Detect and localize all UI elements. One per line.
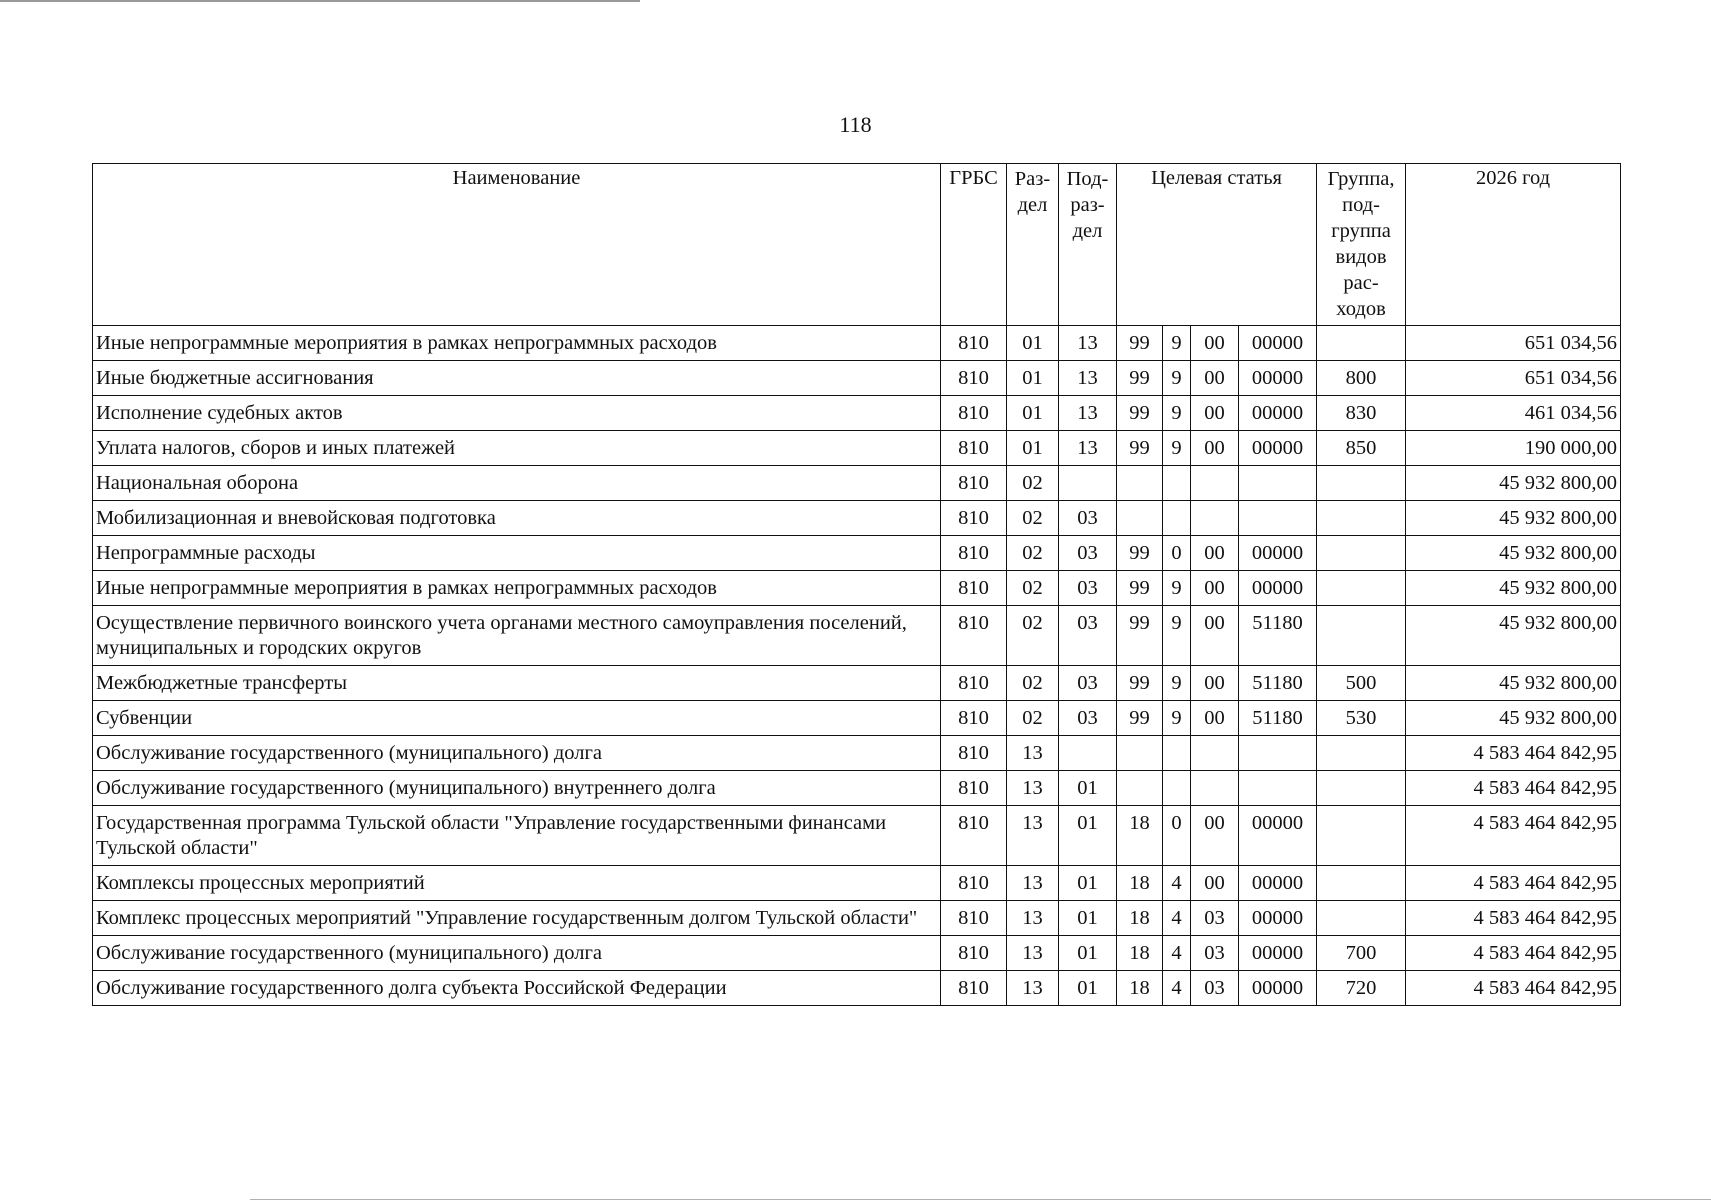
row-grbs: 810 — [941, 536, 1007, 571]
row-cs-direction: 51180 — [1239, 606, 1317, 666]
table-row — [93, 326, 1621, 361]
row-vid-rashodov — [1317, 771, 1406, 806]
row-name: Обслуживание государственного (муниципального) долга — [93, 736, 941, 771]
row-name: Исполнение судебных актов — [93, 396, 941, 431]
row-grbs: 810 — [941, 431, 1007, 466]
row-cs-main-event — [1191, 736, 1239, 771]
row-name: Комплекс процессных мероприятий "Управление государственным долгом Тульской области" — [93, 901, 941, 936]
row-cs-direction: 00000 — [1239, 971, 1317, 1006]
row-podrazdel: 01 — [1059, 806, 1117, 866]
row-cs-main-event: 00 — [1191, 431, 1239, 466]
row-name: Иные бюджетные ассигнования — [93, 361, 941, 396]
row-cs-main-event: 00 — [1191, 536, 1239, 571]
table-body — [93, 326, 1621, 1006]
row-podrazdel: 01 — [1059, 971, 1117, 1006]
row-cs-direction: 00000 — [1239, 571, 1317, 606]
row-cs-main-event: 00 — [1191, 666, 1239, 701]
table-row — [93, 606, 1621, 666]
row-razdel: 13 — [1007, 936, 1059, 971]
table-row — [93, 771, 1621, 806]
row-amount: 45 932 800,00 — [1406, 466, 1621, 501]
table-row — [93, 536, 1621, 571]
table-row — [93, 571, 1621, 606]
row-cs-program: 99 — [1117, 571, 1163, 606]
row-amount: 651 034,56 — [1406, 326, 1621, 361]
row-name: Иные непрограммные мероприятия в рамках непрограммных расходов — [93, 571, 941, 606]
row-vid-rashodov: 800 — [1317, 361, 1406, 396]
header-razdel: Раз- дел — [1007, 164, 1059, 326]
row-razdel: 13 — [1007, 736, 1059, 771]
row-vid-rashodov: 850 — [1317, 431, 1406, 466]
row-cs-subprogram: 4 — [1163, 866, 1191, 901]
row-amount: 4 583 464 842,95 — [1406, 936, 1621, 971]
row-razdel: 13 — [1007, 901, 1059, 936]
row-cs-main-event: 03 — [1191, 971, 1239, 1006]
row-vid-rashodov — [1317, 536, 1406, 571]
row-cs-subprogram — [1163, 466, 1191, 501]
row-amount: 190 000,00 — [1406, 431, 1621, 466]
table-header-row — [93, 164, 1621, 326]
table-row — [93, 866, 1621, 901]
row-razdel: 13 — [1007, 866, 1059, 901]
row-razdel: 01 — [1007, 431, 1059, 466]
row-vid-rashodov — [1317, 571, 1406, 606]
row-cs-direction: 00000 — [1239, 866, 1317, 901]
row-amount: 45 932 800,00 — [1406, 571, 1621, 606]
row-cs-subprogram — [1163, 501, 1191, 536]
row-cs-main-event: 00 — [1191, 326, 1239, 361]
scan-edge-top — [0, 0, 640, 2]
row-cs-program: 18 — [1117, 936, 1163, 971]
row-podrazdel: 01 — [1059, 771, 1117, 806]
row-name: Национальная оборона — [93, 466, 941, 501]
row-cs-subprogram: 0 — [1163, 806, 1191, 866]
row-vid-rashodov: 530 — [1317, 701, 1406, 736]
row-amount: 4 583 464 842,95 — [1406, 736, 1621, 771]
row-podrazdel — [1059, 736, 1117, 771]
row-cs-subprogram: 9 — [1163, 571, 1191, 606]
row-grbs: 810 — [941, 971, 1007, 1006]
row-name: Обслуживание государственного (муниципального) внутреннего долга — [93, 771, 941, 806]
row-grbs: 810 — [941, 736, 1007, 771]
row-cs-direction — [1239, 736, 1317, 771]
row-cs-program: 18 — [1117, 971, 1163, 1006]
row-podrazdel: 03 — [1059, 701, 1117, 736]
row-cs-subprogram: 9 — [1163, 666, 1191, 701]
row-vid-rashodov — [1317, 326, 1406, 361]
row-cs-direction: 00000 — [1239, 326, 1317, 361]
row-vid-rashodov — [1317, 606, 1406, 666]
row-cs-direction — [1239, 771, 1317, 806]
row-grbs: 810 — [941, 606, 1007, 666]
row-cs-program: 99 — [1117, 361, 1163, 396]
row-name: Государственная программа Тульской области "Управление государственными финансами Тульской области" — [93, 806, 941, 866]
row-grbs: 810 — [941, 771, 1007, 806]
row-amount: 45 932 800,00 — [1406, 501, 1621, 536]
row-razdel: 02 — [1007, 466, 1059, 501]
row-name: Осуществление первичного воинского учета органами местного самоуправления поселений, муниципальных и городских округов — [93, 606, 941, 666]
row-vid-rashodov — [1317, 806, 1406, 866]
row-amount: 4 583 464 842,95 — [1406, 901, 1621, 936]
row-cs-main-event — [1191, 771, 1239, 806]
header-year-2026: 2026 год — [1406, 164, 1621, 326]
row-grbs: 810 — [941, 571, 1007, 606]
budget-table — [92, 163, 1621, 1006]
row-amount: 45 932 800,00 — [1406, 701, 1621, 736]
row-vid-rashodov — [1317, 901, 1406, 936]
row-cs-program — [1117, 501, 1163, 536]
row-cs-main-event: 00 — [1191, 361, 1239, 396]
row-cs-subprogram: 4 — [1163, 936, 1191, 971]
row-cs-direction: 00000 — [1239, 396, 1317, 431]
row-cs-program: 99 — [1117, 431, 1163, 466]
row-cs-subprogram — [1163, 736, 1191, 771]
row-amount: 461 034,56 — [1406, 396, 1621, 431]
row-cs-main-event: 00 — [1191, 701, 1239, 736]
page-number: 118 — [839, 112, 872, 137]
row-cs-main-event: 03 — [1191, 901, 1239, 936]
row-grbs: 810 — [941, 806, 1007, 866]
row-podrazdel — [1059, 466, 1117, 501]
row-grbs: 810 — [941, 396, 1007, 431]
row-cs-main-event: 00 — [1191, 396, 1239, 431]
row-name: Уплата налогов, сборов и иных платежей — [93, 431, 941, 466]
row-razdel: 02 — [1007, 606, 1059, 666]
row-razdel: 02 — [1007, 666, 1059, 701]
row-vid-rashodov: 700 — [1317, 936, 1406, 971]
row-name: Мобилизационная и вневойсковая подготовка — [93, 501, 941, 536]
row-name: Непрограммные расходы — [93, 536, 941, 571]
row-cs-direction: 51180 — [1239, 701, 1317, 736]
table-row — [93, 806, 1621, 866]
table-row — [93, 971, 1621, 1006]
table-row — [93, 501, 1621, 536]
row-cs-program — [1117, 466, 1163, 501]
row-amount: 45 932 800,00 — [1406, 606, 1621, 666]
row-cs-program: 18 — [1117, 806, 1163, 866]
row-podrazdel: 01 — [1059, 866, 1117, 901]
row-razdel: 13 — [1007, 806, 1059, 866]
row-cs-direction: 00000 — [1239, 936, 1317, 971]
row-cs-program: 99 — [1117, 396, 1163, 431]
row-amount: 651 034,56 — [1406, 361, 1621, 396]
row-name: Обслуживание государственного (муниципального) долга — [93, 936, 941, 971]
row-vid-rashodov: 500 — [1317, 666, 1406, 701]
row-grbs: 810 — [941, 466, 1007, 501]
row-amount: 4 583 464 842,95 — [1406, 771, 1621, 806]
row-cs-main-event: 00 — [1191, 866, 1239, 901]
row-cs-main-event — [1191, 466, 1239, 501]
row-grbs: 810 — [941, 326, 1007, 361]
row-razdel: 02 — [1007, 701, 1059, 736]
row-grbs: 810 — [941, 936, 1007, 971]
row-razdel: 01 — [1007, 361, 1059, 396]
table-row — [93, 736, 1621, 771]
row-vid-rashodov: 830 — [1317, 396, 1406, 431]
row-podrazdel: 13 — [1059, 396, 1117, 431]
row-cs-main-event: 00 — [1191, 606, 1239, 666]
row-vid-rashodov — [1317, 466, 1406, 501]
row-cs-subprogram — [1163, 771, 1191, 806]
row-name: Обслуживание государственного долга субъекта Российской Федерации — [93, 971, 941, 1006]
row-name: Субвенции — [93, 701, 941, 736]
row-amount: 4 583 464 842,95 — [1406, 866, 1621, 901]
row-grbs: 810 — [941, 901, 1007, 936]
row-cs-program — [1117, 771, 1163, 806]
row-cs-program: 18 — [1117, 866, 1163, 901]
row-cs-program: 99 — [1117, 701, 1163, 736]
header-name: Наименование — [93, 164, 941, 326]
row-podrazdel: 01 — [1059, 901, 1117, 936]
table-row — [93, 431, 1621, 466]
row-podrazdel: 03 — [1059, 606, 1117, 666]
row-cs-main-event: 03 — [1191, 936, 1239, 971]
table-row — [93, 901, 1621, 936]
table-row — [93, 936, 1621, 971]
row-vid-rashodov: 720 — [1317, 971, 1406, 1006]
row-podrazdel: 13 — [1059, 326, 1117, 361]
row-podrazdel: 03 — [1059, 501, 1117, 536]
row-grbs: 810 — [941, 501, 1007, 536]
row-razdel: 13 — [1007, 971, 1059, 1006]
row-name: Иные непрограммные мероприятия в рамках непрограммных расходов — [93, 326, 941, 361]
row-name: Комплексы процессных мероприятий — [93, 866, 941, 901]
row-cs-direction: 51180 — [1239, 666, 1317, 701]
row-cs-main-event — [1191, 501, 1239, 536]
row-cs-direction: 00000 — [1239, 536, 1317, 571]
row-vid-rashodov — [1317, 736, 1406, 771]
row-cs-program: 99 — [1117, 606, 1163, 666]
table-row — [93, 666, 1621, 701]
row-podrazdel: 03 — [1059, 666, 1117, 701]
header-celevaya-statya: Целевая статья — [1117, 164, 1317, 326]
table-row — [93, 466, 1621, 501]
row-cs-subprogram: 9 — [1163, 396, 1191, 431]
row-razdel: 02 — [1007, 536, 1059, 571]
row-cs-subprogram: 9 — [1163, 606, 1191, 666]
row-cs-program — [1117, 736, 1163, 771]
row-razdel: 01 — [1007, 326, 1059, 361]
row-razdel: 01 — [1007, 396, 1059, 431]
row-grbs: 810 — [941, 866, 1007, 901]
row-cs-subprogram: 9 — [1163, 701, 1191, 736]
row-cs-program: 99 — [1117, 536, 1163, 571]
row-cs-direction: 00000 — [1239, 431, 1317, 466]
row-cs-direction: 00000 — [1239, 901, 1317, 936]
row-podrazdel: 13 — [1059, 431, 1117, 466]
row-podrazdel: 01 — [1059, 936, 1117, 971]
row-cs-direction: 00000 — [1239, 361, 1317, 396]
row-podrazdel: 03 — [1059, 536, 1117, 571]
row-grbs: 810 — [941, 666, 1007, 701]
row-cs-direction: 00000 — [1239, 806, 1317, 866]
row-vid-rashodov — [1317, 501, 1406, 536]
row-podrazdel: 03 — [1059, 571, 1117, 606]
row-amount: 45 932 800,00 — [1406, 536, 1621, 571]
row-amount: 4 583 464 842,95 — [1406, 806, 1621, 866]
row-vid-rashodov — [1317, 866, 1406, 901]
row-razdel: 02 — [1007, 501, 1059, 536]
row-cs-main-event: 00 — [1191, 806, 1239, 866]
row-cs-subprogram: 9 — [1163, 431, 1191, 466]
table-row — [93, 701, 1621, 736]
row-amount: 4 583 464 842,95 — [1406, 971, 1621, 1006]
row-cs-direction — [1239, 501, 1317, 536]
row-cs-subprogram: 4 — [1163, 971, 1191, 1006]
row-amount: 45 932 800,00 — [1406, 666, 1621, 701]
row-grbs: 810 — [941, 361, 1007, 396]
row-razdel: 13 — [1007, 771, 1059, 806]
row-cs-subprogram: 9 — [1163, 326, 1191, 361]
header-grbs: ГРБС — [941, 164, 1007, 326]
row-cs-subprogram: 9 — [1163, 361, 1191, 396]
header-podrazdel: Под- раз- дел — [1059, 164, 1117, 326]
row-cs-main-event: 00 — [1191, 571, 1239, 606]
table-row — [93, 361, 1621, 396]
row-cs-subprogram: 4 — [1163, 901, 1191, 936]
row-cs-subprogram: 0 — [1163, 536, 1191, 571]
header-gruppa-vidov-rashodov: Группа, под- группа видов рас- ходов — [1317, 164, 1406, 326]
row-razdel: 02 — [1007, 571, 1059, 606]
row-cs-program: 99 — [1117, 326, 1163, 361]
table-row — [93, 396, 1621, 431]
row-cs-direction — [1239, 466, 1317, 501]
row-cs-program: 18 — [1117, 901, 1163, 936]
row-name: Межбюджетные трансферты — [93, 666, 941, 701]
row-grbs: 810 — [941, 701, 1007, 736]
row-cs-program: 99 — [1117, 666, 1163, 701]
row-podrazdel: 13 — [1059, 361, 1117, 396]
